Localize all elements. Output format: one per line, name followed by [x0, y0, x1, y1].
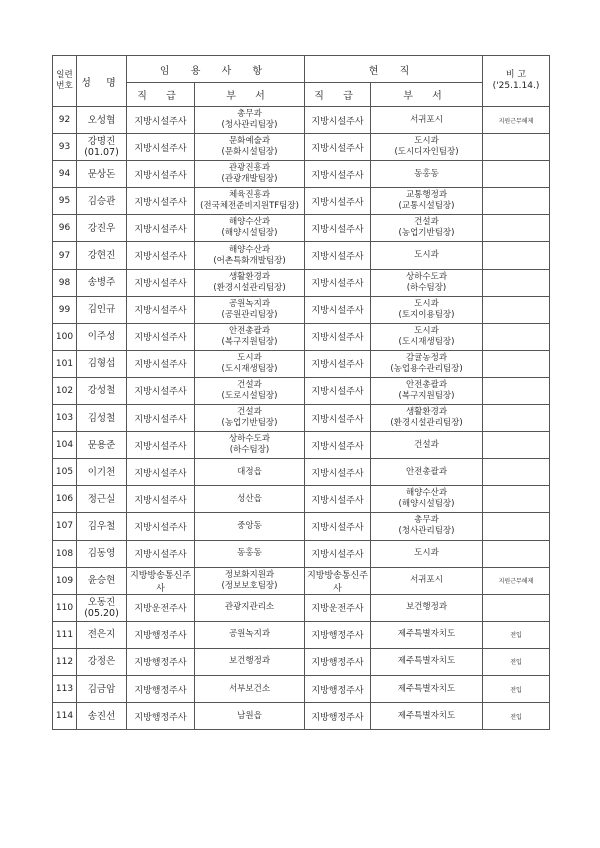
- current-dept-cell: 제주특별자치도: [371, 621, 483, 648]
- name-cell: 김동영: [77, 540, 127, 567]
- name-cell: 오성협: [77, 107, 127, 134]
- header-name: 성 명: [77, 56, 127, 107]
- serial-number-cell: 98: [53, 269, 77, 296]
- new-dept-cell: 총무과 (청사관리팀장): [195, 107, 305, 134]
- new-dept-cell: 안전총괄과 (복구지원팀장): [195, 323, 305, 350]
- current-dept-cell: 제주특별자치도: [371, 703, 483, 730]
- header-new-dept: 부 서: [195, 83, 305, 107]
- serial-number-cell: 100: [53, 323, 77, 350]
- new-dept-cell: 대정읍: [195, 459, 305, 486]
- serial-number-cell: 101: [53, 350, 77, 377]
- name-cell: 송병주: [77, 269, 127, 296]
- serial-number-cell: 92: [53, 107, 77, 134]
- table-row: [53, 350, 550, 377]
- current-dept-cell: 도시과 (도시디자인팀장): [371, 134, 483, 161]
- current-grade-cell: 지방시설주사: [305, 405, 371, 432]
- current-grade-cell: 지방시설주사: [305, 459, 371, 486]
- note-cell: [483, 486, 550, 513]
- table-row: [53, 513, 550, 540]
- note-cell: [483, 513, 550, 540]
- current-grade-cell: 지방시설주사: [305, 215, 371, 242]
- current-dept-cell: 건설과: [371, 432, 483, 459]
- table-row: [53, 432, 550, 459]
- new-grade-cell: 지방시설주사: [127, 107, 195, 134]
- new-grade-cell: 지방시설주사: [127, 377, 195, 404]
- header-cur-dept: 부 서: [371, 83, 483, 107]
- new-dept-cell: 동홍동: [195, 540, 305, 567]
- new-grade-cell: 지방행정주사: [127, 648, 195, 675]
- new-dept-cell: 도시과 (도시재생팀장): [195, 350, 305, 377]
- name-cell: 강성철: [77, 377, 127, 404]
- new-dept-cell: 관광지관리소: [195, 594, 305, 621]
- name-cell: 강정은: [77, 648, 127, 675]
- new-grade-cell: 지방시설주사: [127, 513, 195, 540]
- serial-number-cell: 110: [53, 594, 77, 621]
- note-cell: [483, 594, 550, 621]
- name-cell: 김형섭: [77, 350, 127, 377]
- note-cell: 지원근무해제: [483, 107, 550, 134]
- new-grade-cell: 지방시설주사: [127, 459, 195, 486]
- name-cell: 윤승현: [77, 567, 127, 594]
- new-dept-cell: 관광진흥과 (관광개발팀장): [195, 161, 305, 188]
- table-row: [53, 296, 550, 323]
- new-grade-cell: 지방시설주사: [127, 134, 195, 161]
- serial-number-cell: 114: [53, 703, 77, 730]
- table-row: [53, 377, 550, 404]
- note-cell: [483, 323, 550, 350]
- name-cell: 문용준: [77, 432, 127, 459]
- new-dept-cell: 공원녹지과: [195, 621, 305, 648]
- new-dept-cell: 남원읍: [195, 703, 305, 730]
- serial-number-cell: 106: [53, 486, 77, 513]
- personnel-table: [52, 55, 550, 730]
- new-dept-cell: 문화예술과 (문화시설팀장): [195, 134, 305, 161]
- current-grade-cell: 지방행정주사: [305, 703, 371, 730]
- new-dept-cell: 공원녹지과 (공원관리팀장): [195, 296, 305, 323]
- current-dept-cell: 도시과: [371, 540, 483, 567]
- current-dept-cell: 서귀포시: [371, 567, 483, 594]
- current-dept-cell: 보건행정과: [371, 594, 483, 621]
- current-grade-cell: 지방시설주사: [305, 350, 371, 377]
- note-cell: 전입: [483, 648, 550, 675]
- new-grade-cell: 지방시설주사: [127, 296, 195, 323]
- new-grade-cell: 지방시설주사: [127, 269, 195, 296]
- name-cell: 강진우: [77, 215, 127, 242]
- new-dept-cell: 해양수산과 (어촌특화개발팀장): [195, 242, 305, 269]
- current-dept-cell: 총무과 (청사관리팀장): [371, 513, 483, 540]
- serial-number-cell: 97: [53, 242, 77, 269]
- current-dept-cell: 서귀포시: [371, 107, 483, 134]
- serial-number-cell: 107: [53, 513, 77, 540]
- table-row: [53, 540, 550, 567]
- table-row: [53, 405, 550, 432]
- header-appointment: 임 용 사 항: [127, 56, 305, 83]
- table-row: [53, 567, 550, 594]
- name-cell: 강명진 (01.07): [77, 134, 127, 161]
- name-cell: 전은지: [77, 621, 127, 648]
- current-grade-cell: 지방시설주사: [305, 540, 371, 567]
- current-grade-cell: 지방시설주사: [305, 107, 371, 134]
- table-row: [53, 134, 550, 161]
- serial-number-cell: 104: [53, 432, 77, 459]
- current-grade-cell: 지방행정주사: [305, 621, 371, 648]
- current-grade-cell: 지방행정주사: [305, 675, 371, 702]
- note-cell: [483, 161, 550, 188]
- new-dept-cell: 정보화지원과 (정보보호팀장): [195, 567, 305, 594]
- note-cell: [483, 296, 550, 323]
- note-cell: [483, 215, 550, 242]
- serial-number-cell: 108: [53, 540, 77, 567]
- current-dept-cell: 동홍동: [371, 161, 483, 188]
- serial-number-cell: 112: [53, 648, 77, 675]
- name-cell: 김인규: [77, 296, 127, 323]
- table-row: [53, 594, 550, 621]
- new-grade-cell: 지방시설주사: [127, 242, 195, 269]
- header-new-grade: 직 급: [127, 83, 195, 107]
- current-grade-cell: 지방시설주사: [305, 161, 371, 188]
- new-dept-cell: 건설과 (농업기반팀장): [195, 405, 305, 432]
- new-grade-cell: 지방시설주사: [127, 540, 195, 567]
- new-grade-cell: 지방방송통신주사: [127, 567, 195, 594]
- new-grade-cell: 지방행정주사: [127, 621, 195, 648]
- current-grade-cell: 지방시설주사: [305, 134, 371, 161]
- current-dept-cell: 상하수도과 (하수팀장): [371, 269, 483, 296]
- serial-number-cell: 111: [53, 621, 77, 648]
- note-cell: [483, 377, 550, 404]
- new-grade-cell: 지방시설주사: [127, 161, 195, 188]
- header-current-position: 현 직: [305, 56, 483, 83]
- serial-number-cell: 113: [53, 675, 77, 702]
- current-dept-cell: 해양수산과 (해양시설팀장): [371, 486, 483, 513]
- current-grade-cell: 지방시설주사: [305, 432, 371, 459]
- serial-number-cell: 102: [53, 377, 77, 404]
- current-grade-cell: 지방방송통신주사: [305, 567, 371, 594]
- table-row: [53, 188, 550, 215]
- table-row: [53, 675, 550, 702]
- current-dept-cell: 도시과 (도시재생팀장): [371, 323, 483, 350]
- name-cell: 이기천: [77, 459, 127, 486]
- current-dept-cell: 도시과: [371, 242, 483, 269]
- current-dept-cell: 생활환경과 (환경시설관리팀장): [371, 405, 483, 432]
- current-grade-cell: 지방시설주사: [305, 513, 371, 540]
- note-cell: [483, 269, 550, 296]
- serial-number-cell: 99: [53, 296, 77, 323]
- note-cell: [483, 242, 550, 269]
- note-cell: 지원근무해제: [483, 567, 550, 594]
- new-grade-cell: 지방행정주사: [127, 703, 195, 730]
- new-dept-cell: 체육진흥과 (전국체전준비지원TF팀장): [195, 188, 305, 215]
- new-grade-cell: 지방시설주사: [127, 188, 195, 215]
- new-grade-cell: 지방행정주사: [127, 675, 195, 702]
- current-grade-cell: 지방시설주사: [305, 323, 371, 350]
- name-cell: 문상돈: [77, 161, 127, 188]
- new-grade-cell: 지방시설주사: [127, 215, 195, 242]
- new-dept-cell: 건설과 (도로시설팀장): [195, 377, 305, 404]
- table-row: [53, 215, 550, 242]
- serial-number-cell: 105: [53, 459, 77, 486]
- note-cell: [483, 350, 550, 377]
- table-row: [53, 459, 550, 486]
- name-cell: 김금암: [77, 675, 127, 702]
- name-cell: 강현진: [77, 242, 127, 269]
- current-dept-cell: 교통행정과 (교통시설팀장): [371, 188, 483, 215]
- header-note: 비 고 ('25.1.14.): [483, 56, 550, 107]
- name-cell: 이주성: [77, 323, 127, 350]
- current-dept-cell: 제주특별자치도: [371, 675, 483, 702]
- new-dept-cell: 해양수산과 (해양시설팀장): [195, 215, 305, 242]
- current-dept-cell: 감귤농정과 (농업용수관리팀장): [371, 350, 483, 377]
- note-cell: [483, 188, 550, 215]
- table-row: [53, 323, 550, 350]
- current-grade-cell: 지방시설주사: [305, 242, 371, 269]
- new-dept-cell: 성산읍: [195, 486, 305, 513]
- serial-number-cell: 94: [53, 161, 77, 188]
- note-cell: [483, 134, 550, 161]
- name-cell: 김승관: [77, 188, 127, 215]
- current-dept-cell: 안전총괄과: [371, 459, 483, 486]
- new-grade-cell: 지방시설주사: [127, 405, 195, 432]
- note-cell: 전입: [483, 621, 550, 648]
- new-dept-cell: 보건행정과: [195, 648, 305, 675]
- current-grade-cell: 지방운전주사: [305, 594, 371, 621]
- current-grade-cell: 지방행정주사: [305, 648, 371, 675]
- current-dept-cell: 제주특별자치도: [371, 648, 483, 675]
- current-grade-cell: 지방시설주사: [305, 296, 371, 323]
- new-dept-cell: 중앙동: [195, 513, 305, 540]
- new-grade-cell: 지방시설주사: [127, 432, 195, 459]
- table-row: [53, 242, 550, 269]
- current-grade-cell: 지방시설주사: [305, 269, 371, 296]
- serial-number-cell: 95: [53, 188, 77, 215]
- name-cell: 김성철: [77, 405, 127, 432]
- table-row: [53, 703, 550, 730]
- serial-number-cell: 103: [53, 405, 77, 432]
- current-grade-cell: 지방시설주사: [305, 377, 371, 404]
- header-cur-grade: 직 급: [305, 83, 371, 107]
- current-dept-cell: 건설과 (농업기반팀장): [371, 215, 483, 242]
- table-row: [53, 648, 550, 675]
- serial-number-cell: 109: [53, 567, 77, 594]
- name-cell: 송진선: [77, 703, 127, 730]
- current-dept-cell: 도시과 (토지이용팀장): [371, 296, 483, 323]
- table-row: [53, 486, 550, 513]
- serial-number-cell: 93: [53, 134, 77, 161]
- note-cell: [483, 432, 550, 459]
- current-grade-cell: 지방시설주사: [305, 188, 371, 215]
- note-cell: [483, 405, 550, 432]
- name-cell: 정근실: [77, 486, 127, 513]
- new-dept-cell: 생활환경과 (환경시설관리팀장): [195, 269, 305, 296]
- header-serial-number: 일련 번호: [53, 56, 77, 107]
- table-row: [53, 161, 550, 188]
- current-grade-cell: 지방시설주사: [305, 486, 371, 513]
- serial-number-cell: 96: [53, 215, 77, 242]
- table-row: [53, 269, 550, 296]
- note-cell: 전입: [483, 703, 550, 730]
- current-dept-cell: 안전총괄과 (복구지원팀장): [371, 377, 483, 404]
- note-cell: 전입: [483, 675, 550, 702]
- table-body: [53, 107, 550, 730]
- new-dept-cell: 상하수도과 (하수팀장): [195, 432, 305, 459]
- note-cell: [483, 459, 550, 486]
- new-grade-cell: 지방시설주사: [127, 486, 195, 513]
- note-cell: [483, 540, 550, 567]
- new-grade-cell: 지방시설주사: [127, 350, 195, 377]
- new-dept-cell: 서부보건소: [195, 675, 305, 702]
- new-grade-cell: 지방시설주사: [127, 323, 195, 350]
- name-cell: 김우철: [77, 513, 127, 540]
- table-row: [53, 621, 550, 648]
- new-grade-cell: 지방운전주사: [127, 594, 195, 621]
- table-row: [53, 107, 550, 134]
- name-cell: 오동진 (05.20): [77, 594, 127, 621]
